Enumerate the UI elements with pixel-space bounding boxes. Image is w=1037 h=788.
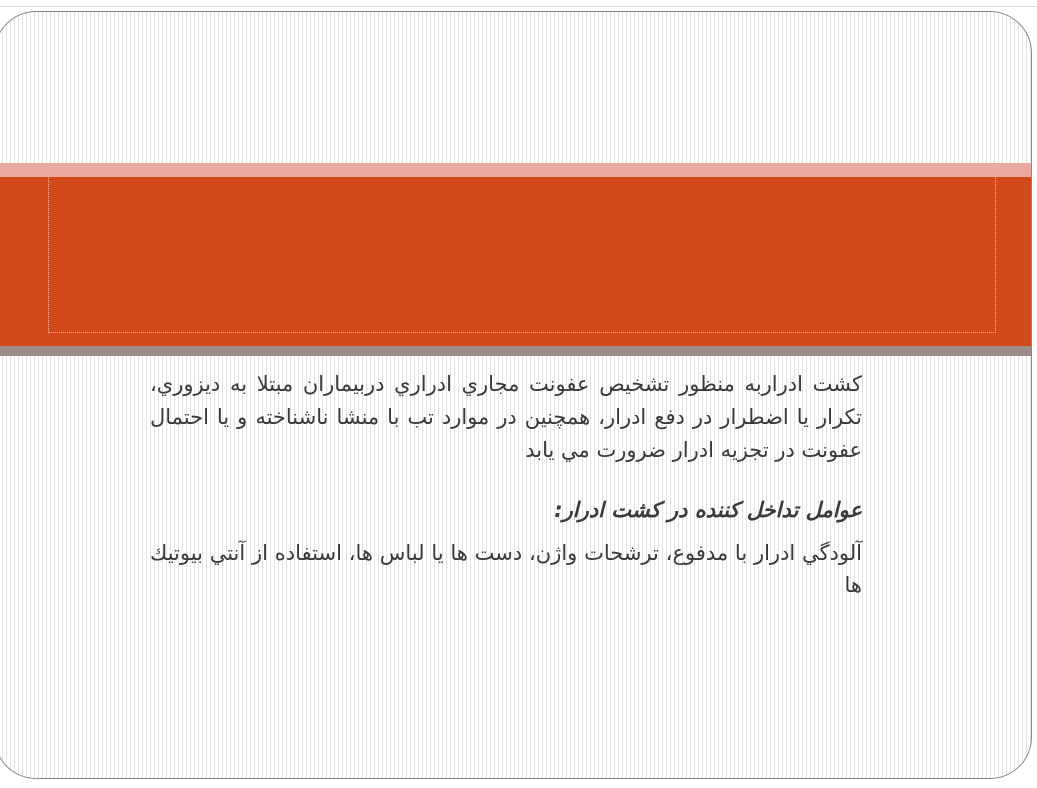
section-heading: عوامل تداخل كننده در كشت ادرار: [554,498,862,522]
body-paragraph: كشت ادراربه منظور تشخيص عفونت مجاري ادراري دربيماران مبتلا به ديزوري، تكرار يا اضطرار در دفع ادرار، همچنين در موارد تب با منشا ناشناخته و يا احتمال عفونت در تجزيه ادرار ضرورت مي يابد [150,372,862,462]
top-divider [0,6,1037,7]
section-text: آلودگي ادرار با مدفوع، ترشحات واژن، دست ها يا لباس ها، استفاده از آنتي بيوتيك ها [150,541,862,597]
slide-body[interactable] [150,368,862,601]
slide-title[interactable] [48,166,996,333]
header-band-shadow [0,346,1031,356]
